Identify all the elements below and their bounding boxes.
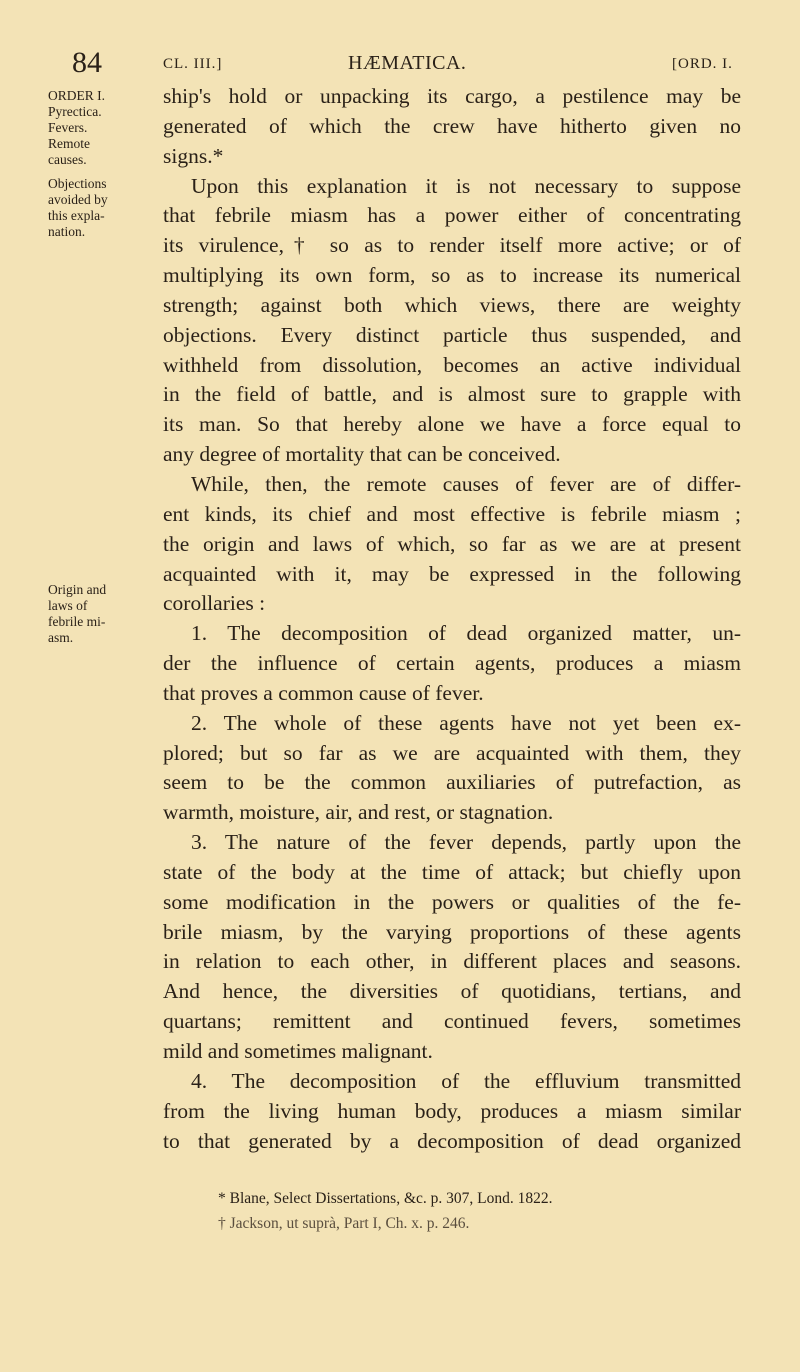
text-line: some modification in the powers or qualities of the fe- (163, 889, 741, 914)
note-line: laws of (48, 598, 88, 613)
text-line: signs.* (163, 143, 224, 168)
text-line: 3. The nature of the fever depends, partly upon the (191, 830, 741, 855)
note-line: ORDER I. (48, 88, 105, 103)
text-line: multiplying its own form, so as to increase its numerical (163, 263, 741, 288)
footnotes (218, 1186, 553, 1236)
text-line: in the field of battle, and is almost sure to grapple with (163, 382, 741, 407)
text-line: objections. Every distinct particle thus suspended, and (163, 322, 741, 347)
text-line: quartans; remittent and continued fevers, sometimes (163, 1009, 741, 1034)
text-line: state of the body at the time of attack; but chiefly upon (163, 859, 741, 884)
page-number: 84 (72, 46, 102, 79)
text-line: its virulence,† so as to render itself more active; or of (163, 233, 741, 258)
footnote: * Blane, Select Dissertations, &c. p. 307, Lond. 1822. (218, 1190, 553, 1207)
text-line: that proves a common cause of fever. (163, 680, 484, 705)
text-line: mild and sometimes malignant. (163, 1039, 433, 1063)
text-line: 2. The whole of these agents have not yet been ex- (191, 710, 741, 735)
text-line: 4. The decomposition of the effluvium transmitted (191, 1068, 741, 1093)
note-line: asm. (48, 630, 74, 645)
text-line: ship's hold or unpacking its cargo, a pestilence may be (163, 84, 741, 108)
note-line: avoided by (48, 192, 108, 207)
text-line: the origin and laws of which, so far as we are at present (163, 531, 741, 556)
text-line: any degree of mortality that can be conceived. (163, 442, 561, 467)
text-line: from the living human body, produces a miasm similar (163, 1098, 741, 1123)
text-line: that febrile miasm has a power either of concentrating (163, 203, 741, 228)
text-line: 1. The decomposition of dead organized matter, un- (191, 621, 741, 646)
text-line: to that generated by a decomposition of dead organized (163, 1128, 741, 1153)
text-line: in relation to each other, in different places and seasons. (163, 949, 741, 974)
order-label: [ORD. I. (672, 56, 733, 72)
text-line: brile miasm, by the varying proportions of these agents (163, 919, 741, 944)
text-line: withheld from dissolution, becomes an active individual (163, 352, 741, 377)
text-line: plored; but so far as we are acquainted with them, they (163, 740, 741, 765)
text-line: And hence, the diversities of quotidians, tertians, and (163, 979, 741, 1004)
text-line: warmth, moisture, air, and rest, or stagnation. (163, 800, 554, 825)
note-line: Pyrectica. (48, 104, 102, 119)
margin-note-objections (48, 176, 168, 240)
body-text (163, 82, 741, 1156)
text-line: strength; against both which views, there are weighty (163, 292, 741, 317)
text-line: der the influence of certain agents, produces a miasm (163, 651, 741, 676)
text-line: its man. So that hereby alone we have a force equal to (163, 412, 741, 437)
note-line: Objections (48, 176, 107, 191)
text-line: While, then, the remote causes of fever are of differ- (191, 471, 741, 496)
note-line: Origin and (48, 582, 107, 597)
text-line: ent kinds, its chief and most effective is febrile miasm ; (163, 501, 741, 526)
margin-note-order (48, 88, 168, 168)
class-label: CL. III.] (163, 56, 223, 72)
note-line: causes. (48, 152, 87, 167)
text-line: Upon this explanation it is not necessary to suppose (191, 173, 741, 198)
text-line: acquainted with it, may be expressed in the following (163, 561, 741, 586)
note-line: nation. (48, 224, 86, 239)
footnote: † Jackson, ut suprà, Part I, Ch. x. p. 246. (218, 1215, 470, 1232)
text-line: seem to be the common auxiliaries of putrefaction, as (163, 770, 741, 795)
note-line: Fevers. (48, 120, 88, 135)
note-line: Remote (48, 136, 90, 151)
text-line: corollaries : (163, 591, 266, 616)
note-line: febrile mi- (48, 614, 106, 629)
running-title: HÆMATICA. (348, 52, 467, 74)
note-line: this expla- (48, 208, 105, 223)
text-line: generated of which the crew have hitherto given no (163, 113, 741, 138)
margin-note-origin (48, 582, 168, 646)
